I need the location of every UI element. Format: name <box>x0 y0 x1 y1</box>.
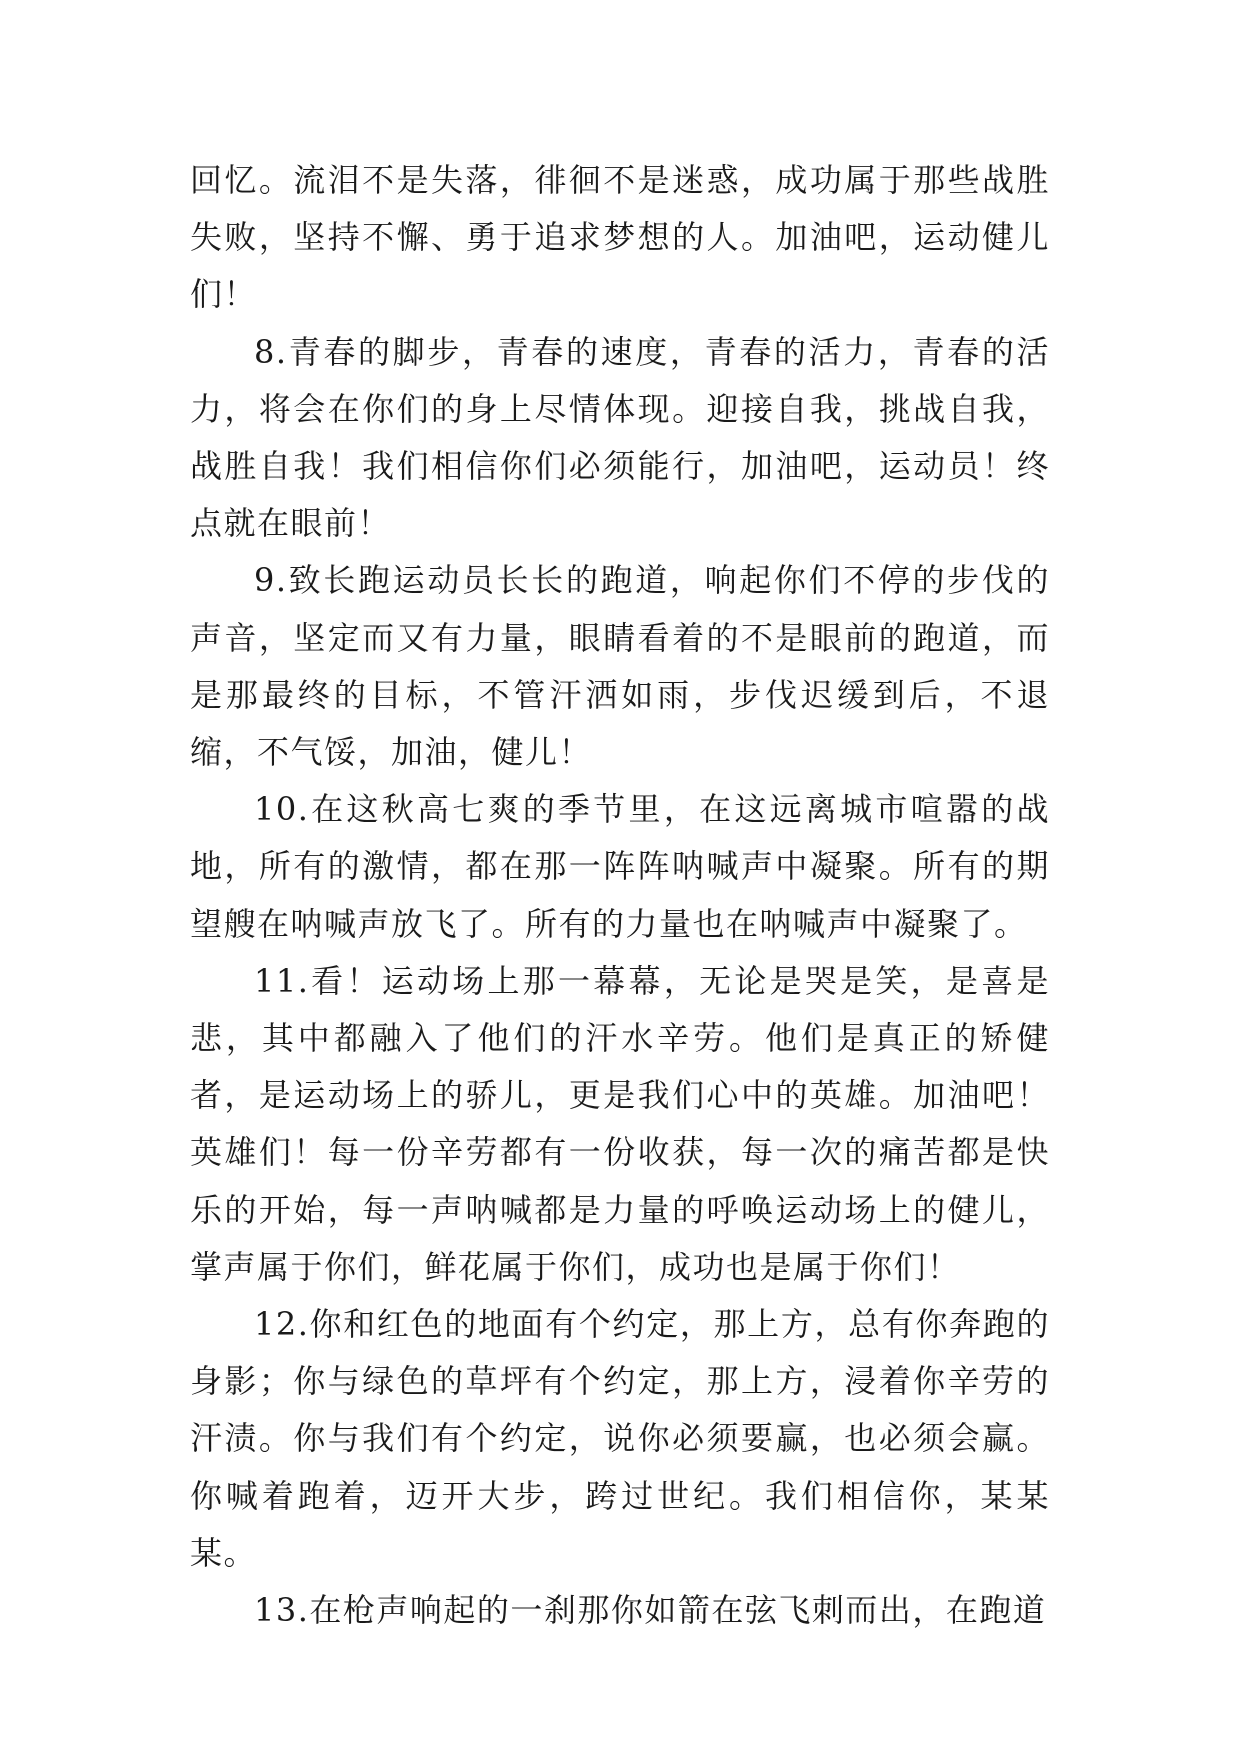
paragraph-item-12: 12.你和红色的地面有个约定，那上方，总有你奔跑的身影；你与绿色的草坪有个约定，那上方，浸着你辛劳的汗渍。你与我们有个约定，说你必须要赢，也必须会赢。你喊着跑着，迈开大步，跨过世纪。我们相信你，某某某。 <box>190 1305 1050 1572</box>
paragraph-item-11: 11.看！运动场上那一幕幕，无论是哭是笑，是喜是悲，其中都融入了他们的汗水辛劳。他们是真正的矫健者，是运动场上的骄儿，更是我们心中的英雄。加油吧！英雄们！每一份辛劳都有一份收获，每一次的痛苦都是快乐的开始，每一声呐喊都是力量的呼唤运动场上的健儿，掌声属于你们，鲜花属于你们，成功也是属于你们！ <box>190 961 1050 1286</box>
paragraph-item-9: 9.致长跑运动员长长的跑道，响起你们不停的步伐的声音，坚定而又有力量，眼睛看着的不是眼前的跑道，而是那最终的目标，不管汗洒如雨，步伐迟缓到后，不退缩，不气馁，加油，健儿！ <box>190 561 1050 772</box>
paragraph-continuation: 回忆。流泪不是失落，徘徊不是迷惑，成功属于那些战胜失败，坚持不懈、勇于追求梦想的人。加油吧，运动健儿们！ <box>190 161 1050 314</box>
paragraph-item-8: 8.青春的脚步，青春的速度，青春的活力，青春的活力，将会在你们的身上尽情体现。迎接自我，挑战自我，战胜自我！我们相信你们必须能行，加油吧，运动员！终点就在眼前！ <box>190 332 1050 543</box>
paragraph-item-10: 10.在这秋高七爽的季节里，在这远离城市喧嚣的战地，所有的激情，都在那一阵阵呐喊声中凝聚。所有的期望艘在呐喊声放飞了。所有的力量也在呐喊声中凝聚了。 <box>190 790 1050 943</box>
paragraph-item-13: 13.在枪声响起的一刹那你如箭在弦飞刺而出，在跑道 <box>254 1591 1047 1630</box>
body-text <box>190 152 1050 1639</box>
